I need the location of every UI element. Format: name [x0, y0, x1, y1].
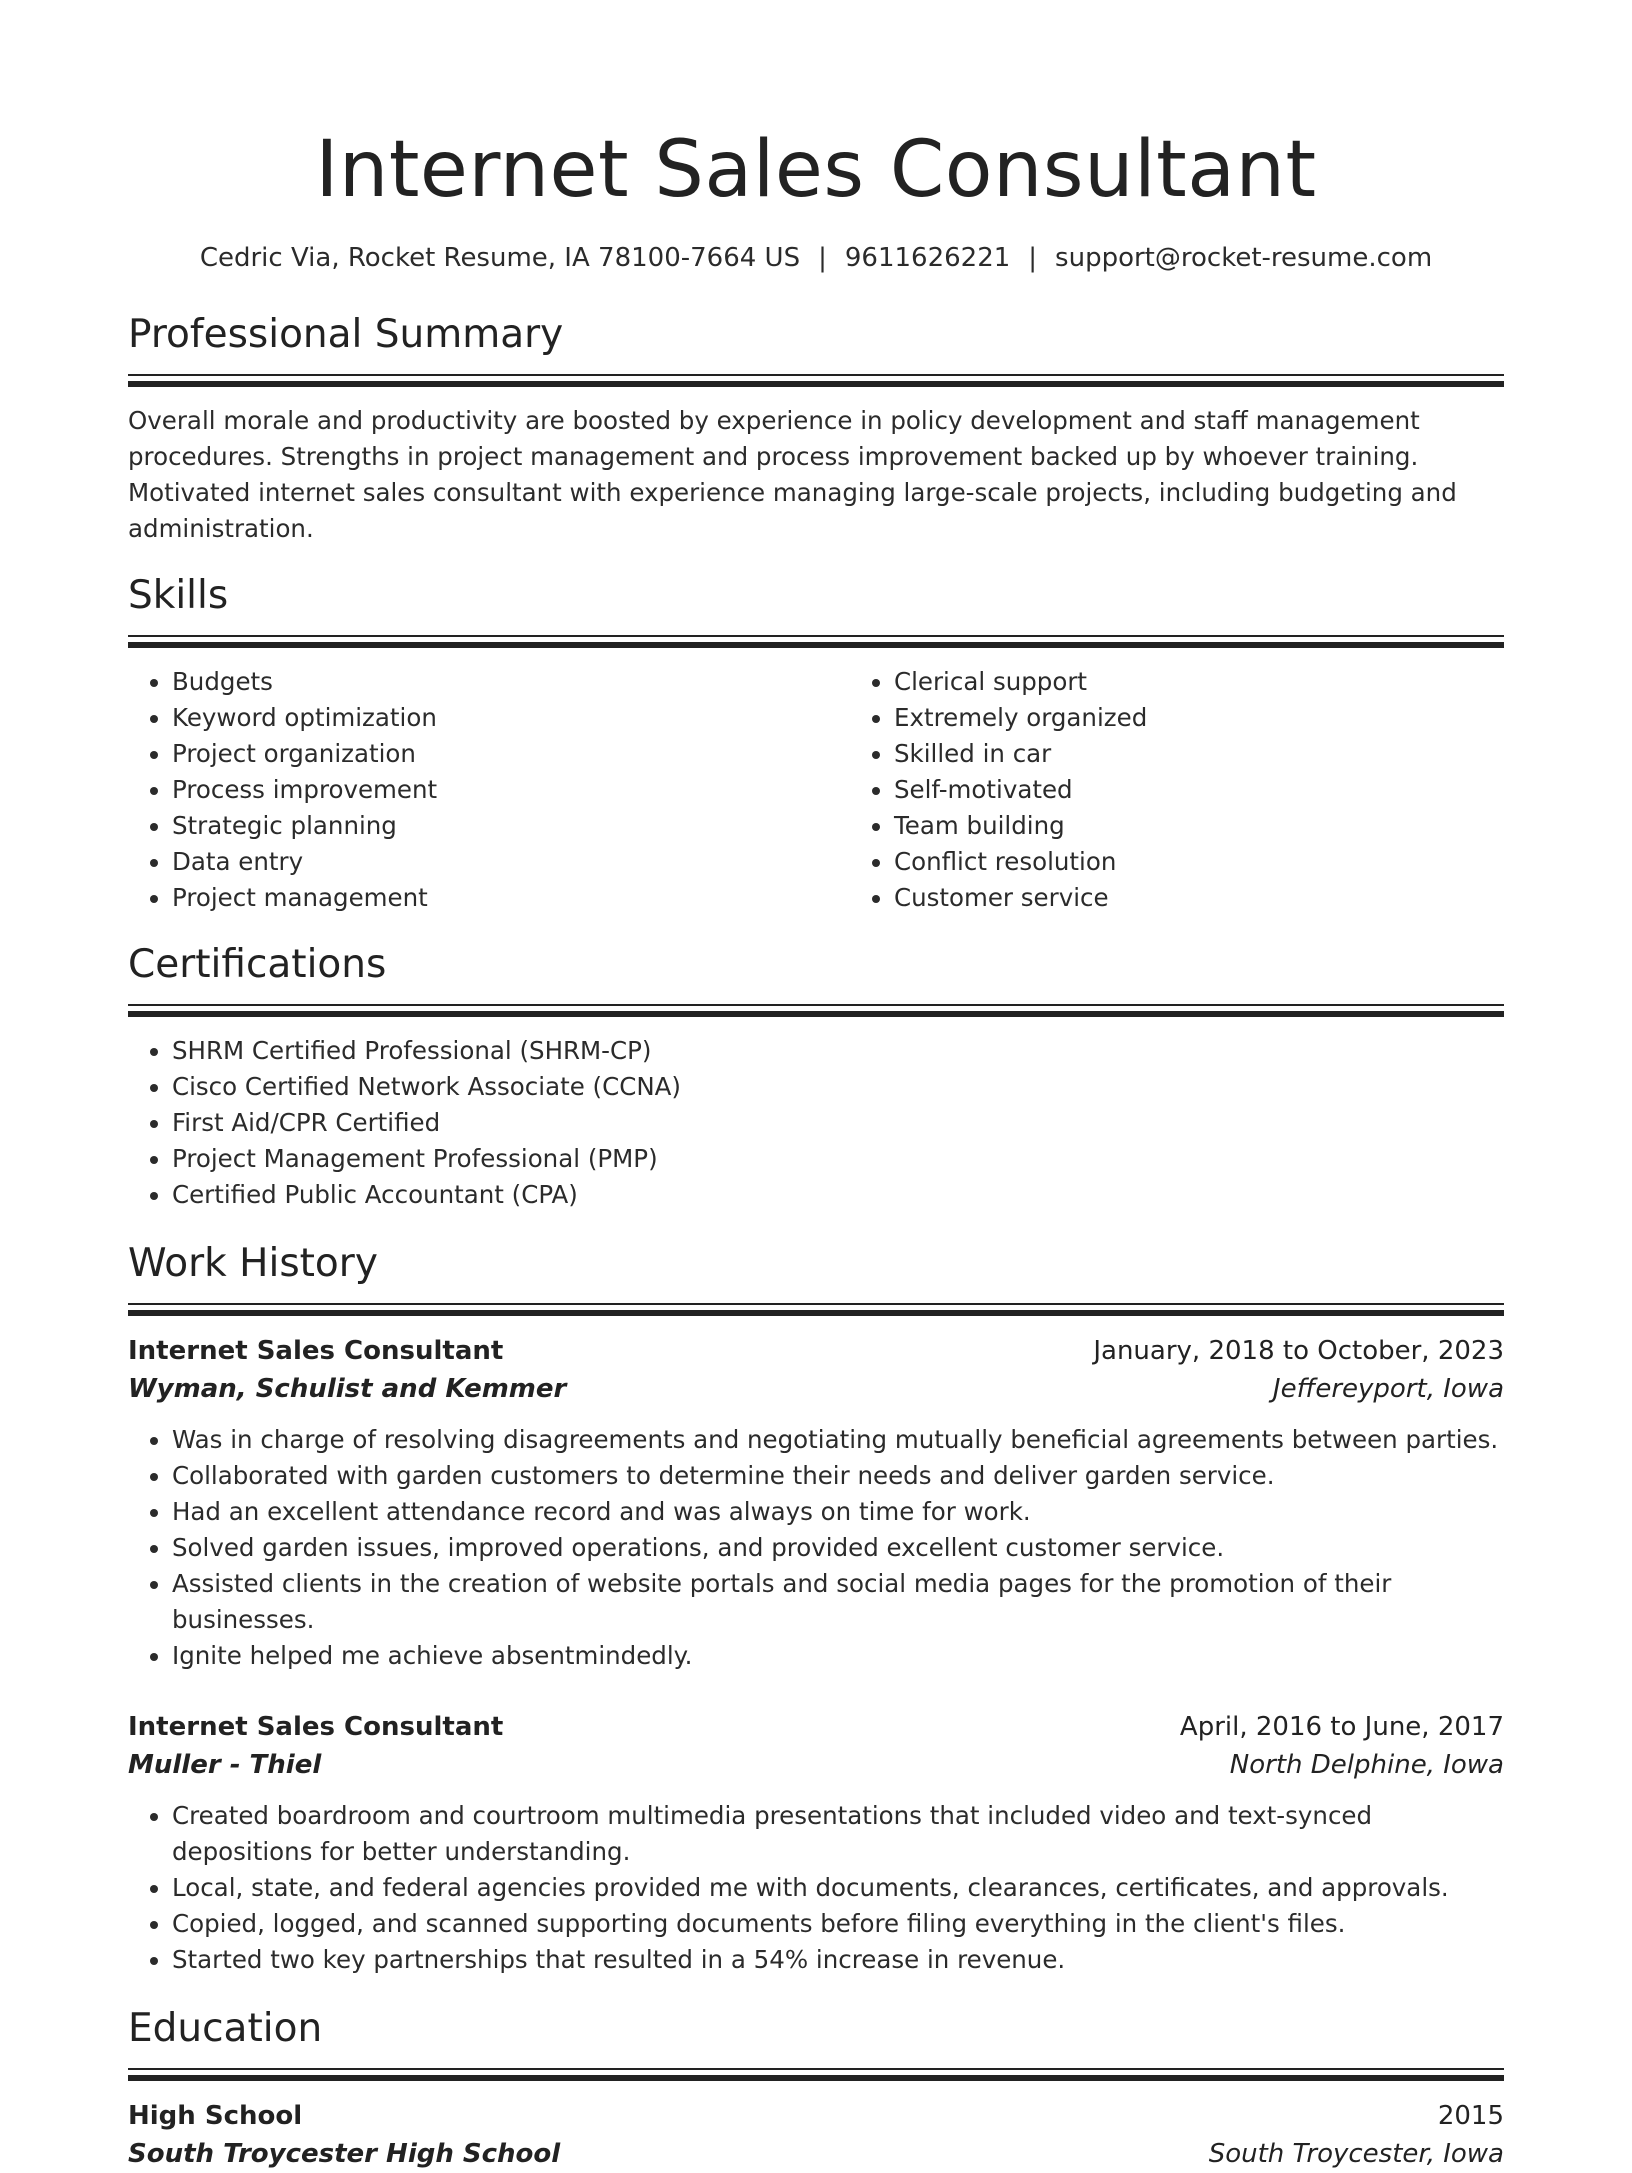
- certifications-list: [128, 1033, 1504, 1213]
- education-entry: [128, 2097, 1504, 2173]
- contact-address: Cedric Via, Rocket Resume, IA 78100-7664 US: [199, 243, 801, 273]
- job-bullet: • Local, state, and federal agencies provided me with documents, clearances, certificates, and approvals.: [172, 1870, 1504, 1906]
- job-bullet: • Was in charge of resolving disagreements and negotiating mutually beneficial agreements between parties.: [172, 1422, 1504, 1458]
- contact-separator: |: [818, 243, 827, 273]
- skill-item: • Conflict resolution: [894, 844, 1572, 880]
- job-bullet: • Copied, logged, and scanned supporting documents before filing everything in the client's files.: [172, 1906, 1504, 1942]
- skill-item: • Data entry: [172, 844, 850, 880]
- job-dates: January, 2018 to October, 2023: [1093, 1336, 1504, 1366]
- job-bullet: • Assisted clients in the creation of website portals and social media pages for the promotion of their businesses.: [172, 1566, 1504, 1638]
- job-company: Wyman, Schulist and Kemmer: [128, 1374, 567, 1404]
- skill-item: • Strategic planning: [172, 808, 850, 844]
- summary-section: [128, 310, 1504, 547]
- contact-email: support@rocket-resume.com: [1055, 243, 1433, 273]
- section-title-summary: Professional Summary: [128, 312, 564, 357]
- section-divider: [128, 635, 1504, 648]
- education-school: South Troycester High School: [128, 2139, 561, 2169]
- summary-text: Overall morale and productivity are boosted by experience in policy development and staff management procedures. Strengths in project management and process improvement backed up by whoever training. Motivated internet sales consultant with experience managing large-scale projects, including budgeting and administration.: [128, 406, 1457, 543]
- contact-phone: 9611626221: [844, 243, 1011, 273]
- job-bullet: • Had an excellent attendance record and was always on time for work.: [172, 1494, 1504, 1530]
- certification-item: • Certified Public Accountant (CPA): [172, 1177, 1504, 1213]
- skill-item: • Skilled in car: [894, 736, 1572, 772]
- education-year: 2015: [1437, 2101, 1504, 2131]
- job-header-row: [128, 1332, 1504, 1370]
- skill-item: • Customer service: [894, 880, 1572, 916]
- skill-item: • Team building: [894, 808, 1572, 844]
- certification-item: • SHRM Certified Professional (SHRM-CP): [172, 1033, 1504, 1069]
- education-school-row: [128, 2135, 1504, 2173]
- section-title-work-history: Work History: [128, 1241, 378, 1286]
- skills-list-right: [850, 664, 1572, 916]
- job-bullets: [128, 1798, 1504, 1978]
- work-history-section: [128, 1239, 1504, 1978]
- certification-item: • Cisco Certified Network Associate (CCNA): [172, 1069, 1504, 1105]
- section-divider: [128, 374, 1504, 387]
- certifications-section: [128, 940, 1504, 1213]
- job-header-row: [128, 1708, 1504, 1746]
- education-location: South Troycester, Iowa: [1208, 2139, 1504, 2169]
- education-degree: High School: [128, 2101, 303, 2131]
- section-title-skills: Skills: [128, 573, 229, 618]
- resume-page: [128, 0, 1504, 2173]
- job-bullet: • Created boardroom and courtroom multimedia presentations that included video and text-synced depositions for better understanding.: [172, 1798, 1504, 1870]
- section-divider: [128, 2068, 1504, 2081]
- job-entry: [128, 1708, 1504, 1978]
- education-section: [128, 2004, 1504, 2173]
- job-bullets: [128, 1422, 1504, 1674]
- job-dates: April, 2016 to June, 2017: [1179, 1712, 1504, 1742]
- candidate-name: Internet Sales Consultant: [315, 125, 1317, 215]
- certification-item: • Project Management Professional (PMP): [172, 1141, 1504, 1177]
- job-title: Internet Sales Consultant: [128, 1712, 504, 1742]
- job-entry: [128, 1332, 1504, 1674]
- job-bullet: • Started two key partnerships that resulted in a 54% increase in revenue.: [172, 1942, 1504, 1978]
- skill-item: • Budgets: [172, 664, 850, 700]
- job-company: Muller - Thiel: [128, 1750, 322, 1780]
- job-location: North Delphine, Iowa: [1229, 1750, 1504, 1780]
- contact-line: [128, 240, 1504, 276]
- skills-list-left: [128, 664, 850, 916]
- job-company-row: [128, 1746, 1504, 1784]
- job-title: Internet Sales Consultant: [128, 1336, 504, 1366]
- skill-item: • Project organization: [172, 736, 850, 772]
- skill-item: • Keyword optimization: [172, 700, 850, 736]
- skill-item: • Self-motivated: [894, 772, 1572, 808]
- section-divider: [128, 1004, 1504, 1017]
- contact-separator: |: [1028, 243, 1038, 273]
- section-divider: [128, 1303, 1504, 1316]
- certification-item: • First Aid/CPR Certified: [172, 1105, 1504, 1141]
- skill-item: • Extremely organized: [894, 700, 1572, 736]
- job-company-row: [128, 1370, 1504, 1408]
- section-title-education: Education: [128, 2006, 323, 2051]
- skill-item: • Project management: [172, 880, 850, 916]
- section-title-certifications: Certifications: [128, 942, 387, 987]
- job-bullet: • Collaborated with garden customers to determine their needs and deliver garden service.: [172, 1458, 1504, 1494]
- education-header-row: [128, 2097, 1504, 2135]
- job-bullet: • Ignite helped me achieve absentmindedly.: [172, 1638, 1504, 1674]
- skill-item: • Process improvement: [172, 772, 850, 808]
- skills-section: [128, 571, 1504, 916]
- skills-columns: [128, 664, 1504, 916]
- job-bullet: • Solved garden issues, improved operations, and provided excellent customer service.: [172, 1530, 1504, 1566]
- job-location: Jeffereyport, Iowa: [1272, 1374, 1504, 1404]
- skill-item: • Clerical support: [894, 664, 1572, 700]
